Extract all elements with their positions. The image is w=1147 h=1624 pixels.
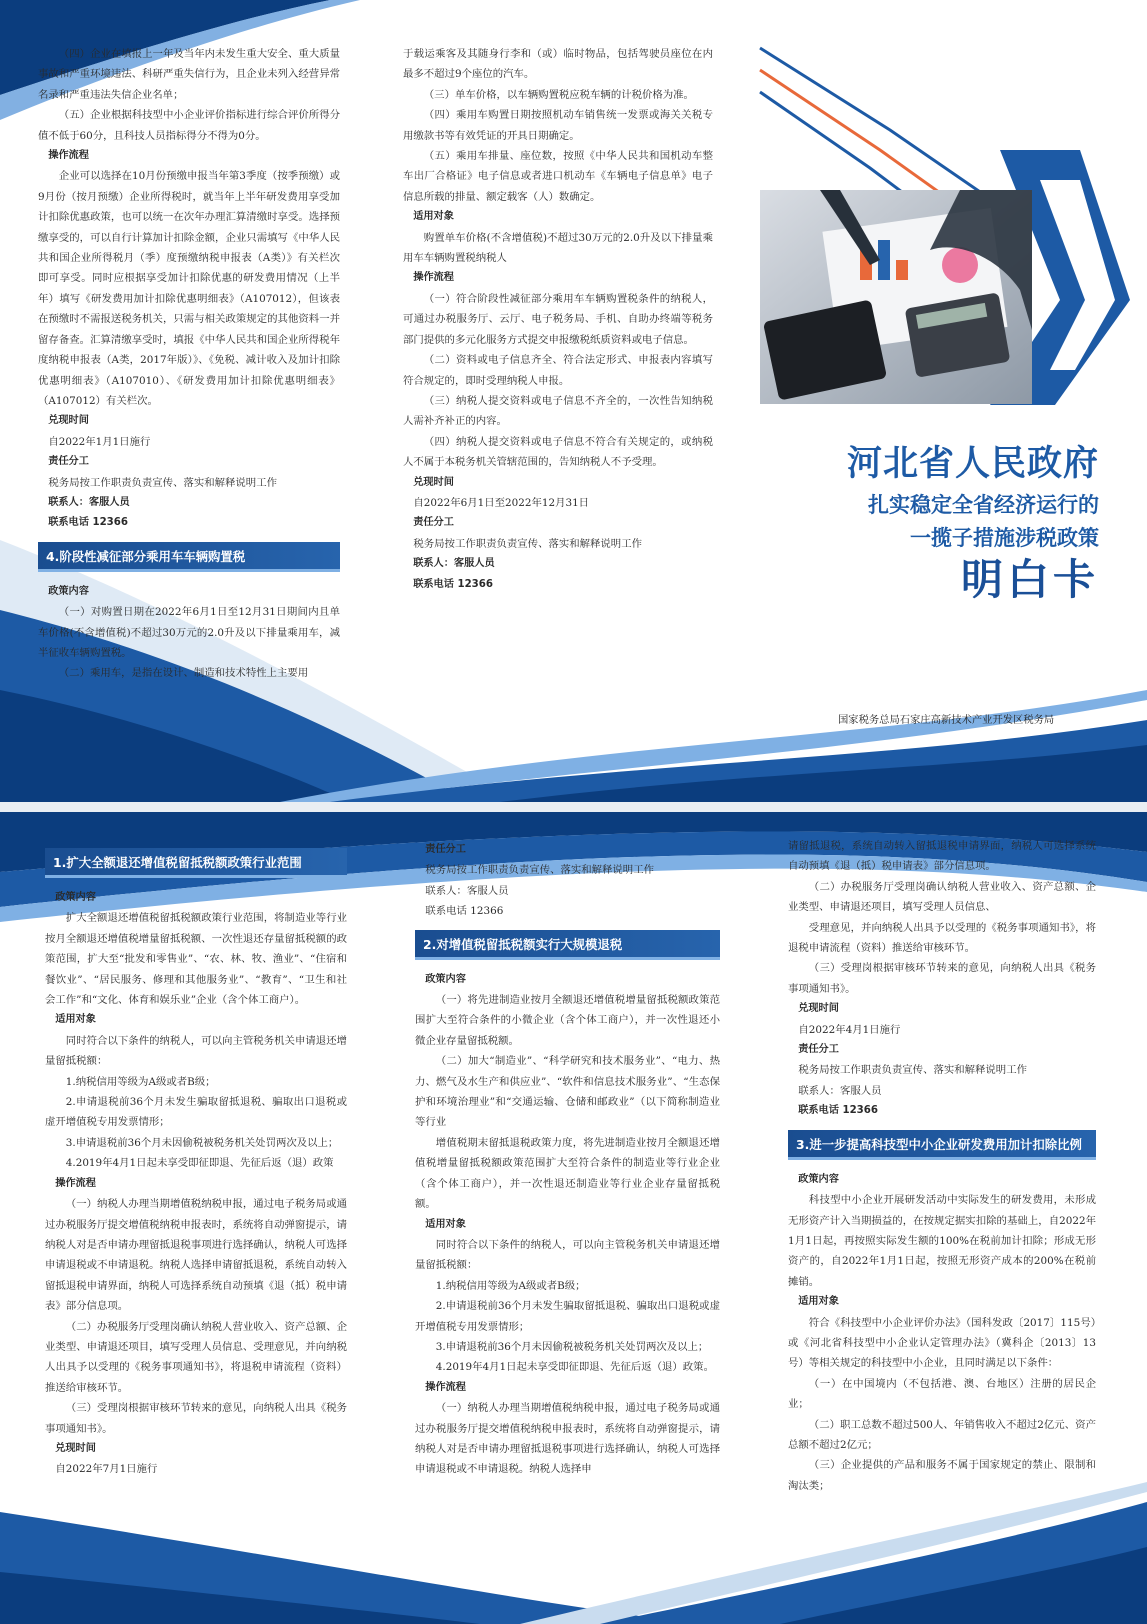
subsection-label: 适用对象 [413, 211, 454, 223]
paragraph: （二）乘用车，是指在设计、制造和技术特性上主要用 [58, 667, 309, 680]
section-heading: 1.扩大全额退还增值税留抵税额政策行业范围 [45, 848, 347, 878]
subsection-label: 操作流程 [48, 150, 89, 162]
detail-line: 自2022年1月1日施行 [48, 435, 151, 448]
detail-line: 联系人：客服人员 [798, 1084, 882, 1097]
detail-line: 税务局按工作职责负责宣传、落实和解释说明工作 [798, 1064, 1027, 1077]
section-heading: 2.对增值税留抵税额实行大规模退税 [415, 930, 720, 960]
section-heading: 3.进一步提高科技型中小企业研发费用加计扣除比例 [788, 1130, 1096, 1160]
sheet-divider [0, 802, 1147, 812]
cover-photo [760, 190, 1032, 404]
paragraph: 请留抵退税，系统自动转入留抵退税申请界面，纳税人可选择系统自动预填《退（抵）税申请表》部分信息项。 [788, 840, 1096, 873]
paragraph: （二）职工总数不超过500人、年销售收入不超过2亿元、资产总额不超过2亿元； [788, 1418, 1096, 1451]
paragraph: 同时符合以下条件的纳税人，可以向主管税务机关申请退还增量留抵税额： [45, 1034, 347, 1068]
paragraph: （二）办税服务厅受理岗确认纳税人营业收入、资产总额、企业类型、申请退还项目，填写受理人员信息、 [788, 880, 1096, 914]
subsection-label: 责任分工 [413, 517, 454, 529]
paragraph: 扩大全额退还增值税留抵税额政策行业范围，将制造业等行业按月全额退还增值税增量留抵税额、一次性退还存量留抵税额的政策范围，扩大至“批发和零售业”、“农、林、牧、渔业”、“住宿和餐饮业”、“居民服务、修理和其他服务业”、“教育”、“卫生和社会工作”和“文化、体育和娱乐业”企业（含个体工商户）。 [45, 912, 347, 1007]
paragraph: 购置单车价格(不含增值税)不超过30万元的2.0升及以下排量乘用车车辆购置税纳税人 [403, 231, 713, 265]
paragraph: （一）对购置日期在2022年6月1日至12月31日期间内且单车价格(不含增值税)不超过30万元的2.0升及以下排量乘用车，减半征收车辆购置税。 [38, 606, 340, 659]
subsection-label: 适用对象 [798, 1296, 839, 1308]
paragraph: （二）加大“制造业”、“科学研究和技术服务业”、“电力、热力、燃气及水生产和供应业”、“软件和信息技术服务业”、“生态保护和环境治理业”和“交通运输、仓储和邮政业”（以下简称制造业等行业 [415, 1055, 720, 1129]
cover-title-line1: 河北省人民政府 [846, 443, 1099, 484]
contact-line: 联系电话 12366 [413, 578, 493, 590]
paragraph: （一）在中国境内（不包括港、澳、台地区）注册的居民企业； [788, 1377, 1096, 1411]
contact-line: 联系电话 12366 [798, 1105, 878, 1117]
bottom-column-2 [415, 840, 720, 1480]
subsection-label: 责任分工 [48, 456, 89, 468]
paragraph: （三）受理岗根据审核环节转来的意见，向纳税人出具《税务事项通知书》。 [788, 962, 1096, 995]
contact-line: 联系人：客服人员 [413, 558, 495, 570]
detail-line: 联系人：客服人员 [425, 884, 509, 897]
paragraph: （三）受理岗根据审核环节转来的意见，向纳税人出具《税务事项通知书》。 [45, 1402, 347, 1435]
top-column-1 [38, 44, 340, 684]
paragraph: （三）单车价格，以车辆购置税应税车辆的计税价格为准。 [423, 88, 694, 101]
paragraph: （三）纳税人提交资料或电子信息不齐全的，一次性告知纳税人需补齐补正的内容。 [403, 394, 713, 428]
detail-line: 自2022年6月1日至2022年12月31日 [413, 496, 590, 509]
paragraph: 2.申请退税前36个月未发生骗取留抵退税、骗取出口退税或虚开增值税专用发票情形； [45, 1096, 347, 1129]
detail-line: 自2022年7月1日施行 [55, 1463, 158, 1476]
subsection-label: 责任分工 [425, 844, 466, 855]
cover-title-line3: 一揽子措施涉税政策 [910, 525, 1099, 550]
paragraph: 企业可以选择在10月份预缴申报当年第3季度（按季预缴）或9月份（按月预缴）企业所得税时，就当年上半年研发费用享受加计扣除优惠政策，也可以统一在次年办理汇算清缴时享受。选择预缴享受的，可以自行计算加计扣除金额，企业只需填写《中华人民共和国企业所得税月（季）度预缴纳税申报表（A类）》有关栏次即可享受。同时应根据享受加计扣除优惠的研发费用情况（上半年）填写《研发费用加计扣除优惠明细表》（A107012），但该表在预缴时不需报送税务机关，只需与相关政策规定的其他资料一并留存备查。汇算清缴享受时，填报《中华人民共和国企业所得税年度纳税申报表（A类，2017年版）》、《免税、减计收入及加计扣除优惠明细表》（A107010）、《研发费用加计扣除优惠明细表》（A107012）有关栏次。 [38, 170, 340, 407]
issuer-name: 国家税务总局石家庄高新技术产业开发区税务局 [838, 714, 1055, 726]
calculator-document-illustration [760, 190, 1032, 404]
subsection-label: 兑现时间 [413, 476, 454, 488]
subsection-label: 适用对象 [55, 1014, 96, 1026]
subsection-label: 操作流程 [55, 1177, 96, 1189]
subsection-label: 操作流程 [413, 272, 454, 284]
detail-line: 税务局按工作职责负责宣传、落实和解释说明工作 [48, 476, 277, 489]
paragraph: （一）纳税人办理当期增值税纳税申报，通过电子税务局或通过办税服务厅提交增值税纳税申报表时，系统将自动弹窗提示，请纳税人对是否申请办理留抵退税事项进行选择确认，纳税人可选择申请退税或不申请退税。纳税人选择申 [415, 1402, 720, 1476]
paragraph: （四）企业在填报上一年及当年内未发生重大安全、重大质量事故和严重环境违法、科研严重失信行为，且企业未列入经营异常名录和严重违法失信企业名单； [38, 48, 340, 101]
paragraph: 受理意见，并向纳税人出具予以受理的《税务事项通知书》，将退税申请流程（资料）推送给审核环节。 [788, 921, 1096, 955]
paragraph: 2.申请退税前36个月未发生骗取留抵退税、骗取出口退税或虚开增值税专用发票情形； [415, 1300, 720, 1333]
detail-line: 联系电话 12366 [425, 905, 504, 918]
contact-line: 联系人：客服人员 [48, 496, 130, 508]
paragraph: 科技型中小企业开展研发活动中实际发生的研发费用，未形成无形资产计入当期损益的，在按规定据实扣除的基础上，自2022年1月1日起，再按照实际发生额的100%在税前加计扣除；形成无形资产的，自2022年1月1日起，按照无形资产成本的200%在税前摊销。 [788, 1194, 1096, 1288]
subsection-label: 政策内容 [798, 1173, 839, 1185]
paragraph: （四）纳税人提交资料或电子信息不符合有关规定的，或纳税人不属于本税务机关管辖范围的，告知纳税人不予受理。 [403, 435, 713, 469]
detail-line: 自2022年4月1日施行 [798, 1023, 901, 1036]
cover-title-line2: 扎实稳定全省经济运行的 [868, 492, 1099, 517]
subsection-label: 适用对象 [425, 1218, 466, 1230]
section-heading: 4.阶段性减征部分乘用车车辆购置税 [38, 542, 340, 572]
paragraph: （一）将先进制造业按月全额退还增值税增量留抵税额政策范围扩大至符合条件的小微企业（含个体工商户），并一次性退还小微企业存量留抵税额。 [415, 994, 720, 1047]
paragraph: （三）企业提供的产品和服务不属于国家规定的禁止、限制和淘汰类； [788, 1459, 1096, 1492]
contact-line: 联系电话 12366 [48, 517, 128, 529]
paragraph: 4.2019年4月1日起未享受即征即退、先征后返（退）政策。 [435, 1361, 714, 1374]
cover-title-line4: 明白卡 [960, 555, 1099, 604]
detail-line: 税务局按工作职责负责宣传、落实和解释说明工作 [425, 864, 654, 877]
paragraph: 1.纳税信用等级为A级或者B级； [65, 1075, 216, 1088]
paragraph: 增值税期末留抵退税政策力度，将先进制造业按月全额退还增值税增量留抵税额政策范围扩大至符合条件的制造业等行业企业（含个体工商户），并一次性退还制造业等行业企业存量留抵税额。 [415, 1136, 720, 1211]
paragraph: 4.2019年4月1日起未享受即征即退、先征后返（退）政策 [65, 1157, 334, 1170]
cover-title [847, 440, 1099, 606]
paragraph: （五）乘用车排量、座位数，按照《中华人民共和国机动车整车出厂合格证》电子信息或者进口机动车《车辆电子信息单》电子信息所载的排量、额定载客（人）数确定。 [403, 150, 713, 203]
subsection-label: 兑现时间 [55, 1442, 96, 1454]
subsection-label: 兑现时间 [798, 1003, 839, 1015]
paragraph: （二）办税服务厅受理岗确认纳税人营业收入、资产总额、企业类型、申请退还项目，填写受理人员信息、受理意见，并向纳税人出具予以受理的《税务事项通知书》，将退税申请流程（资料）推送给审核环节。 [45, 1320, 347, 1394]
paragraph: 符合《科技型中小企业评价办法》（国科发政〔2017〕115号）或《河北省科技型中小企业认定管理办法》（冀科企〔2013〕13号）等相关规定的科技型中小企业，且同时满足以下条件： [788, 1316, 1096, 1370]
paragraph: 3.申请退税前36个月未因偷税被税务机关处罚两次及以上； [435, 1340, 709, 1353]
paragraph: 同时符合以下条件的纳税人，可以向主管税务机关申请退还增量留抵税额： [415, 1238, 720, 1272]
paragraph: 3.申请退税前36个月未因偷税被税务机关处罚两次及以上； [65, 1136, 339, 1149]
subsection-label: 政策内容 [48, 585, 89, 597]
paragraph: （一）纳税人办理当期增值税纳税申报，通过电子税务局或通过办税服务厅提交增值税纳税申报表时，系统将自动弹窗提示，请纳税人对是否申请办理留抵退税事项进行选择确认，纳税人可选择申请退税或不申请退税。纳税人选择申请留抵退税，系统自动转入留抵退税申请界面，纳税人可选择系统自动预填《退（抵）税申请表》部分信息项。 [45, 1198, 347, 1313]
paragraph: （二）资料或电子信息齐全、符合法定形式、申报表内容填写符合规定的，即时受理纳税人申报。 [403, 354, 713, 387]
paragraph: （四）乘用车购置日期按照机动车销售统一发票或海关关税专用缴款书等有效凭证的开具日期确定。 [403, 109, 713, 142]
subsection-label: 政策内容 [425, 973, 466, 985]
top-column-2 [403, 44, 713, 595]
paragraph: （五）企业根据科技型中小企业评价指标进行综合评价所得分值不低于60分，且科技人员指标得分不得为0分。 [38, 109, 340, 142]
subsection-label: 兑现时间 [48, 415, 89, 427]
brochure-outside-sheet [0, 0, 1147, 802]
subsection-label: 政策内容 [55, 892, 96, 903]
brochure-inside-sheet [0, 812, 1147, 1624]
bottom-column-1 [45, 840, 347, 1480]
detail-line: 税务局按工作职责负责宣传、落实和解释说明工作 [413, 537, 642, 550]
bottom-column-3 [788, 836, 1096, 1496]
paragraph: （一）符合阶段性减征部分乘用车车辆购置税条件的纳税人，可通过办税服务厅、云厅、电子税务局、手机、自助办终端等税务部门提供的多元化服务方式提交申报缴税纸质资料或电子信息。 [403, 292, 713, 346]
subsection-label: 责任分工 [798, 1044, 839, 1056]
paragraph: 1.纳税信用等级为A级或者B级； [435, 1279, 586, 1292]
subsection-label: 操作流程 [425, 1381, 466, 1393]
paragraph: 于载运乘客及其随身行李和（或）临时物品，包括驾驶员座位在内最多不超过9个座位的汽车。 [403, 48, 713, 81]
